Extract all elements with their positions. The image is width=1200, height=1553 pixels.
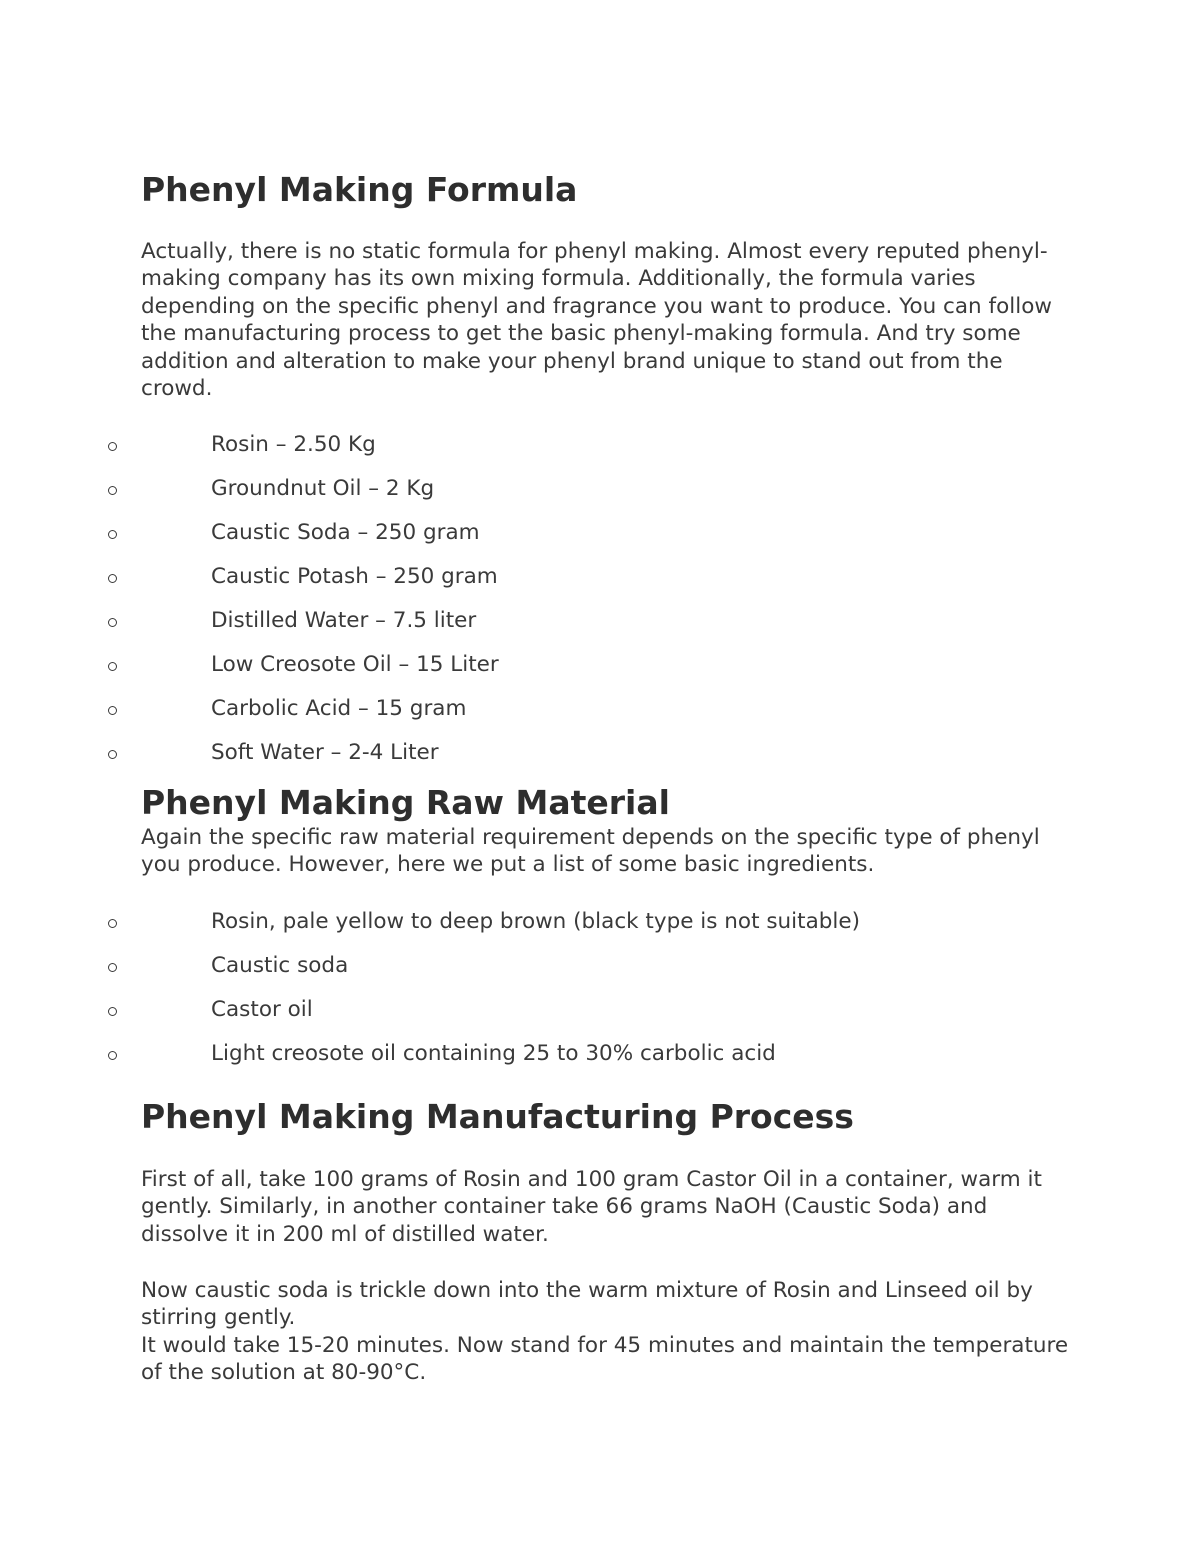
circle-bullet-icon (108, 1007, 117, 1016)
list-item: Soft Water – 2-4 Liter (0, 740, 1200, 784)
circle-bullet-icon (108, 1051, 117, 1060)
circle-bullet-icon (108, 706, 117, 715)
list-item: Caustic Potash – 250 gram (0, 564, 1200, 608)
circle-bullet-icon (108, 618, 117, 627)
circle-bullet-icon (108, 442, 117, 451)
circle-bullet-icon (108, 750, 117, 759)
process-paragraph-2-line-1: Now caustic soda is trickle down into the warm mixture of Rosin and Linseed oil by stirring gently. (141, 1278, 1033, 1331)
process-paragraph-1: First of all, take 100 grams of Rosin and 100 gram Castor Oil in a container, warm it gently. Similarly, in another container take 66 grams NaOH (Caustic Soda) and dissolve it in 200 ml of distilled water. (141, 1167, 1042, 1247)
list-item: Caustic Soda – 250 gram (0, 520, 1200, 564)
list-item: Rosin, pale yellow to deep brown (black type is not suitable) (0, 909, 1200, 953)
circle-bullet-icon (108, 486, 117, 495)
raw-material-intro-paragraph: Again the specific raw material requirement depends on the specific type of phenyl you produce. However, here we put a list of some basic ingredients. (141, 825, 1040, 878)
circle-bullet-icon (108, 530, 117, 539)
list-item: Distilled Water – 7.5 liter (0, 608, 1200, 652)
circle-bullet-icon (108, 662, 117, 671)
formula-intro-paragraph: Actually, there is no static formula for phenyl making. Almost every reputed phenyl-making company has its own mixing formula. Additionally, the formula varies depending on the specific phenyl and fragrance you want to produce. You can follow the manufacturing process to get the basic phenyl-making formula. And try some addition and alteration to make your phenyl brand unique to stand out from the crowd. (141, 239, 1052, 402)
list-item: Caustic soda (0, 953, 1200, 997)
list-item: Light creosote oil containing 25 to 30% carbolic acid (0, 1041, 1200, 1085)
list-item: Carbolic Acid – 15 gram (0, 696, 1200, 740)
list-item: Groundnut Oil – 2 Kg (0, 476, 1200, 520)
heading-phenyl-making-formula: Phenyl Making Formula (141, 170, 578, 209)
heading-phenyl-making-raw-material: Phenyl Making Raw Material (141, 783, 670, 822)
raw-material-list (0, 909, 1200, 1085)
circle-bullet-icon (108, 574, 117, 583)
process-paragraph-2-line-2: It would take 15-20 minutes. Now stand for 45 minutes and maintain the temperature of the solution at 80-90°C. (141, 1333, 1069, 1386)
list-item: Low Creosote Oil – 15 Liter (0, 652, 1200, 696)
formula-ingredients-list (0, 432, 1200, 784)
list-item: Rosin – 2.50 Kg (0, 432, 1200, 476)
list-item: Castor oil (0, 997, 1200, 1041)
circle-bullet-icon (108, 919, 117, 928)
circle-bullet-icon (108, 963, 117, 972)
heading-phenyl-making-manufacturing-process: Phenyl Making Manufacturing Process (141, 1097, 854, 1136)
